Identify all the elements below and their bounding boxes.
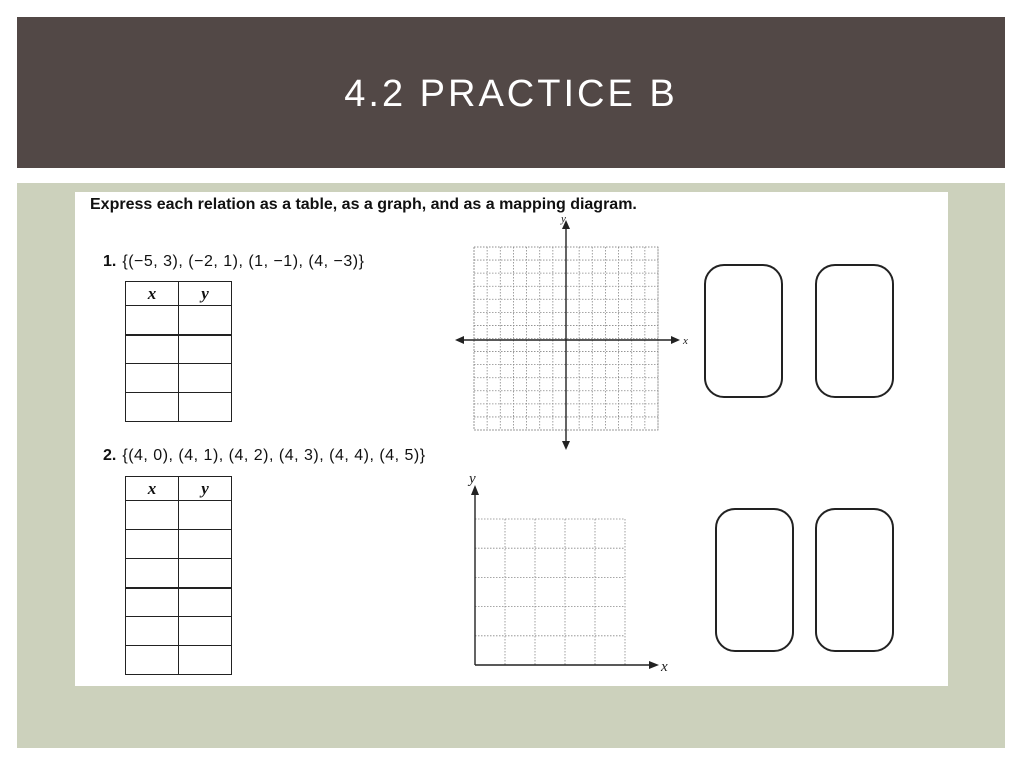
table-header-y: y bbox=[179, 477, 232, 501]
problem-1-xy-table bbox=[125, 281, 232, 422]
table-header-x: x bbox=[126, 282, 179, 306]
y-axis-down-arrow bbox=[562, 441, 570, 450]
problem-2-number: 2. bbox=[103, 447, 117, 464]
problem-1-mapping-domain-oval bbox=[704, 264, 783, 398]
table-cell bbox=[126, 559, 179, 588]
title-bar bbox=[17, 17, 1005, 168]
table-cell bbox=[179, 559, 232, 588]
problem-1-number: 1. bbox=[103, 253, 117, 270]
x-axis-label: x bbox=[661, 659, 668, 675]
instructions-text: Express each relation as a table, as a graph, and as a mapping diagram. bbox=[90, 196, 637, 213]
slide-title: 4.2 PRACTICE B bbox=[344, 73, 678, 115]
table-cell bbox=[179, 646, 232, 675]
problem-2-mapping-domain-oval bbox=[715, 508, 794, 652]
x-axis-left-arrow bbox=[455, 336, 464, 344]
table-header-x: x bbox=[126, 477, 179, 501]
table-header-y: y bbox=[179, 282, 232, 306]
x-axis-right-arrow bbox=[649, 661, 659, 669]
table-cell bbox=[126, 588, 179, 617]
worksheet-image bbox=[75, 192, 948, 686]
table-cell bbox=[126, 501, 179, 530]
table-cell bbox=[126, 617, 179, 646]
problem-2-relation: {(4, 0), (4, 1), (4, 2), (4, 3), (4, 4), (4, 5)} bbox=[122, 447, 426, 464]
table-cell bbox=[126, 393, 179, 422]
table-cell bbox=[126, 364, 179, 393]
table-cell bbox=[179, 617, 232, 646]
problem-1-relation: {(−5, 3), (−2, 1), (1, −1), (4, −3)} bbox=[122, 253, 365, 270]
table-cell bbox=[179, 530, 232, 559]
table-cell bbox=[179, 306, 232, 335]
table-cell bbox=[179, 393, 232, 422]
table-cell bbox=[126, 306, 179, 335]
y-axis-label: y bbox=[469, 471, 476, 487]
problem-2-mapping-range-oval bbox=[815, 508, 894, 652]
table-cell bbox=[126, 335, 179, 364]
problem-1-heading bbox=[103, 253, 364, 271]
x-axis-right-arrow bbox=[671, 336, 680, 344]
problem-2-coordinate-grid bbox=[462, 471, 682, 675]
table-cell bbox=[126, 530, 179, 559]
table-cell bbox=[179, 335, 232, 364]
table-cell bbox=[126, 646, 179, 675]
problem-2-xy-table bbox=[125, 476, 232, 675]
problem-1-coordinate-grid bbox=[453, 210, 693, 452]
table-cell bbox=[179, 588, 232, 617]
problem-2-heading bbox=[103, 447, 426, 465]
problem-1-mapping-range-oval bbox=[815, 264, 894, 398]
table-cell bbox=[179, 501, 232, 530]
x-axis-label: x bbox=[683, 335, 688, 347]
table-cell bbox=[179, 364, 232, 393]
y-axis-label: y bbox=[561, 213, 566, 225]
